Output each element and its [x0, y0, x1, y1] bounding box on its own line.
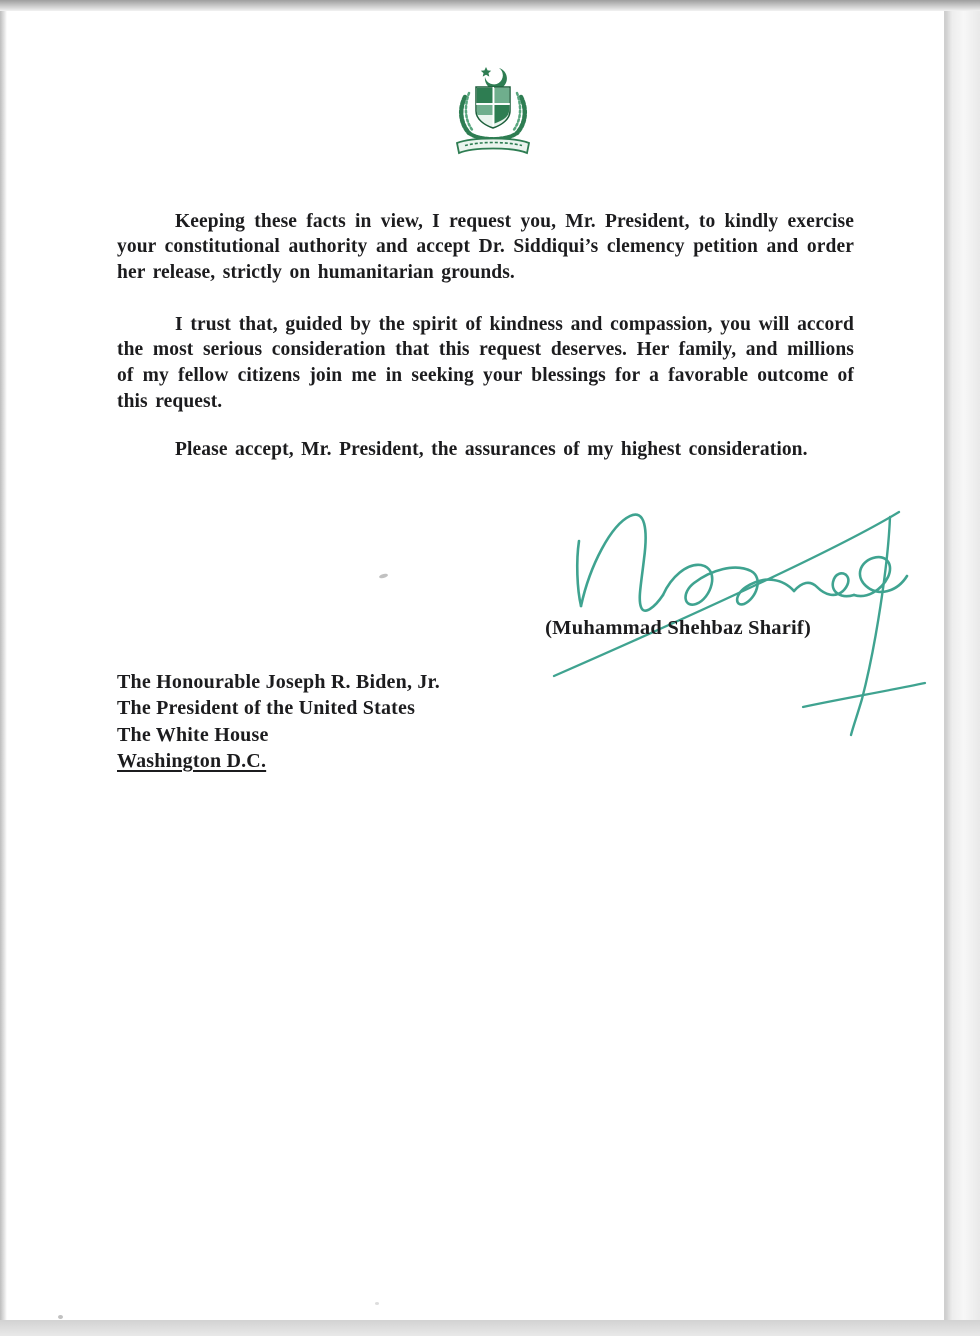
scan-edge-right	[944, 11, 980, 1322]
scan-artifact	[375, 1302, 379, 1305]
recipient-city-line: Washington D.C.	[117, 750, 267, 773]
signatory-name: (Muhammad Shehbaz Sharif)	[545, 617, 811, 639]
banner-scroll	[457, 139, 529, 154]
scan-edge-bottom	[0, 1320, 980, 1336]
pakistan-emblem-icon	[447, 63, 539, 159]
star-icon	[481, 67, 491, 77]
letter-paragraph-1: Keeping these facts in view, I request you, Mr. President, to kindly exercise your constitutional authority and accept Dr. Siddiqui’s clemency petition and order her release, strictly on humanitarian grounds.	[117, 210, 854, 284]
scan-artifact	[379, 573, 389, 579]
letter-paragraph-2: I trust that, guided by the spirit of kindness and compassion, you will accord the most serious consideration that this request deserves. Her family, and millions of my fellow citizens join me in seeking your blessings for a favorable outcome of this request.	[117, 313, 854, 412]
recipient-address-block	[117, 669, 440, 775]
scan-edge-top	[0, 0, 980, 11]
recipient-name-line: The Honourable Joseph R. Biden, Jr.	[117, 671, 440, 693]
letter-page	[7, 11, 944, 1320]
recipient-building-line: The White House	[117, 723, 269, 746]
letter-paragraph-3: Please accept, Mr. President, the assurances of my highest consideration.	[175, 438, 808, 460]
scan-edge-left	[0, 11, 7, 1322]
scan-artifact	[58, 1315, 63, 1319]
recipient-title-line: The President of the United States	[117, 697, 416, 720]
